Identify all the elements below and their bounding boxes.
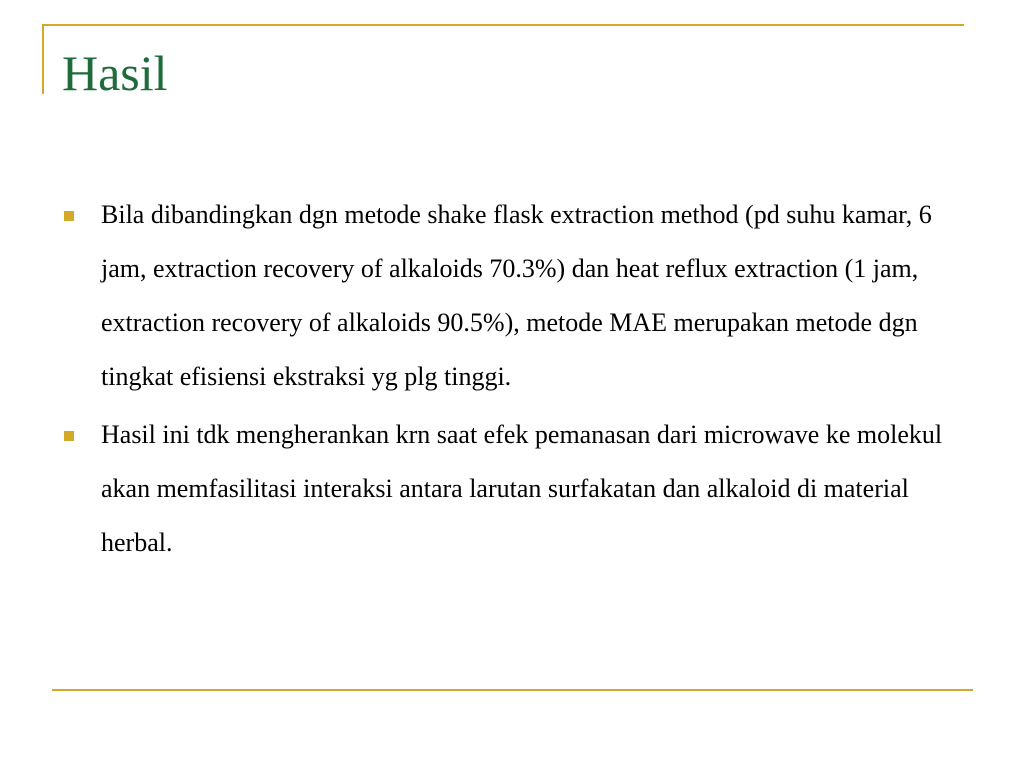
left-border-line [42, 24, 44, 94]
bullet-list [64, 188, 964, 574]
slide-title: Hasil [62, 45, 168, 101]
bullet-text: Bila dibandingkan dgn metode shake flask extraction method (pd suhu kamar, 6 jam, extraction recovery of alkaloids 70.3%) dan heat reflux extraction (1 jam, extraction recovery of alkaloids 90.5%), metode MAE merupakan metode dgn tingkat efisiensi ekstraksi yg plg tinggi. [101, 200, 932, 391]
top-border-line [42, 24, 964, 26]
bullet-item [64, 188, 964, 404]
bullet-item [64, 408, 964, 570]
square-bullet-icon [64, 211, 74, 221]
bullet-text: Hasil ini tdk mengherankan krn saat efek pemanasan dari microwave ke molekul akan memfasilitasi interaksi antara larutan surfakatan dan alkaloid di material herbal. [101, 420, 943, 557]
bottom-border-line [52, 689, 973, 691]
square-bullet-icon [64, 431, 74, 441]
